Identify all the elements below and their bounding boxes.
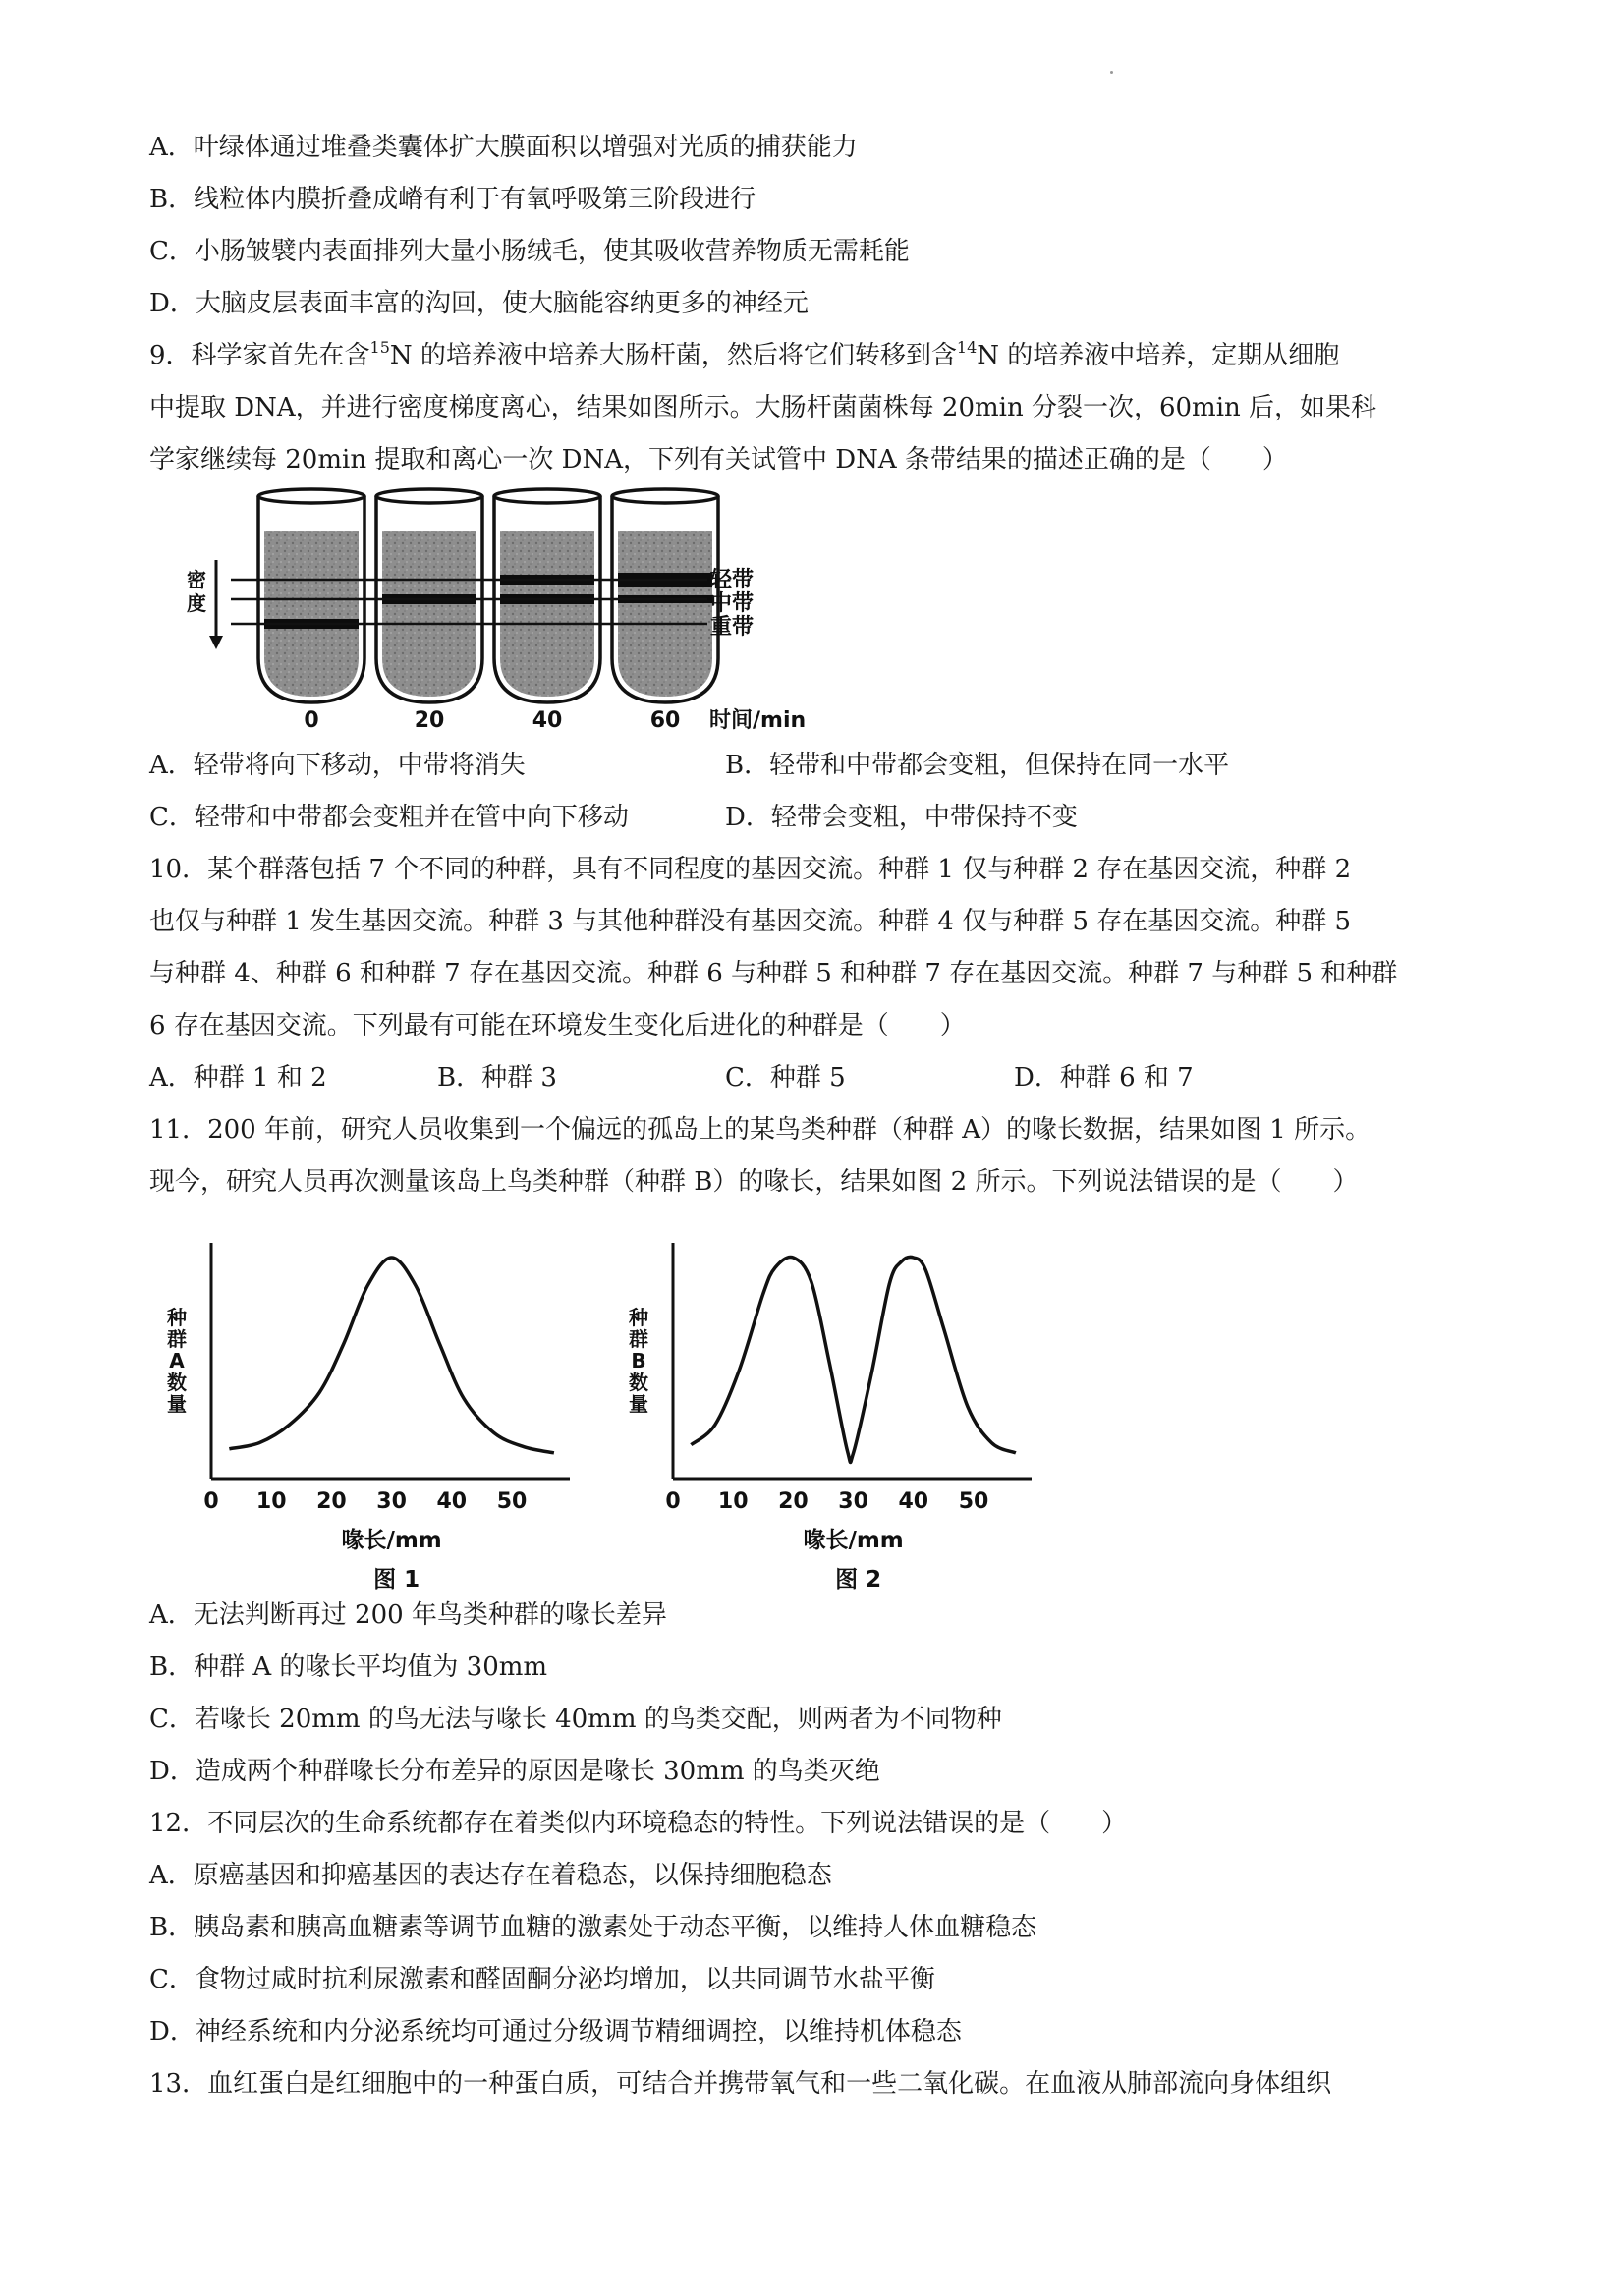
q11-option-a: A．无法判断再过 200 年鸟类种群的喙长差异 bbox=[149, 1600, 667, 1630]
q12-option-d: D．神经系统和内分泌系统均可通过分级调节精细调控，以维持机体稳态 bbox=[149, 2017, 962, 2046]
tube-rim bbox=[376, 489, 482, 503]
tube-rim bbox=[494, 489, 600, 503]
x-tick-label: 10 bbox=[255, 1489, 287, 1514]
tube-3 bbox=[612, 489, 718, 702]
y-axis-label-char: 群 bbox=[629, 1327, 648, 1351]
q10-option-d: D．种群 6 和 7 bbox=[1014, 1063, 1194, 1092]
q8-option-c: C．小肠皱襞内表面排列大量小肠绒毛，使其吸收营养物质无需耗能 bbox=[149, 237, 910, 266]
figure-2-beak-length-chart bbox=[619, 1213, 1071, 1593]
tube-fluid bbox=[382, 531, 476, 697]
x-tick-label: 20 bbox=[778, 1489, 809, 1514]
y-axis-label-char: 量 bbox=[167, 1392, 187, 1416]
q9-option-d: D．轻带会变粗，中带保持不变 bbox=[725, 803, 1078, 832]
q9-stem-line1: 9．科学家首先在含$^{15}$N 的培养液中培养大肠杆菌，然后将它们转移到含$^{14}$N 的培养液中培养，定期从细胞 bbox=[149, 338, 1340, 370]
tube-fluid bbox=[618, 531, 712, 697]
tube-rim bbox=[258, 489, 364, 503]
figure-caption: 图 1 bbox=[373, 1567, 420, 1593]
x-tick-label: 30 bbox=[376, 1489, 407, 1514]
q10-stem-line2: 也仅与种群 1 发生基因交流。种群 3 与其他种群没有基因交流。种群 4 仅与种群 5 存在基因交流。种群 5 bbox=[149, 907, 1352, 936]
x-tick-label: 0 bbox=[665, 1489, 681, 1514]
figure-1-beak-length-chart bbox=[157, 1213, 609, 1593]
time-axis-label: 时间/min bbox=[709, 708, 807, 733]
population-curve bbox=[691, 1257, 1016, 1462]
x-tick-label: 40 bbox=[436, 1489, 468, 1514]
q11-stem-line1: 11．200 年前，研究人员收集到一个偏远的孤岛上的某鸟类种群（种群 A）的喙长数据，结果如图 1 所示。 bbox=[149, 1115, 1371, 1145]
q10-stem-line3: 与种群 4、种群 6 和种群 7 存在基因交流。种群 6 与种群 5 和种群 7 存在基因交流。种群 7 与种群 5 和种群 bbox=[149, 959, 1398, 988]
q10-stem-line4: 6 存在基因交流。下列最有可能在环境发生变化后进化的种群是（ ） bbox=[149, 1011, 966, 1040]
tube-0 bbox=[258, 489, 364, 702]
time-tick-60: 60 bbox=[649, 708, 681, 733]
q11-option-b: B．种群 A 的喙长平均值为 30mm bbox=[149, 1652, 548, 1682]
q9-stem-line3: 学家继续每 20min 提取和离心一次 DNA，下列有关试管中 DNA 条带结果的描述正确的是（ ） bbox=[149, 445, 1288, 475]
q12-stem: 12．不同层次的生命系统都存在着类似内环境稳态的特性。下列说法错误的是（ ） bbox=[149, 1809, 1128, 1838]
x-axis-label: 喙长/mm bbox=[341, 1528, 442, 1553]
y-axis-label-char: 群 bbox=[167, 1327, 187, 1351]
q10-option-a: A．种群 1 和 2 bbox=[149, 1063, 327, 1092]
heavy-band-label: 重带 bbox=[710, 615, 755, 640]
scan-speck bbox=[1110, 71, 1113, 74]
q10-option-c: C．种群 5 bbox=[725, 1063, 846, 1092]
q8-option-d: D．大脑皮层表面丰富的沟回，使大脑能容纳更多的神经元 bbox=[149, 289, 809, 318]
q10-option-b: B．种群 3 bbox=[437, 1063, 557, 1092]
q11-option-d: D．造成两个种群喙长分布差异的原因是喙长 30mm 的鸟类灭绝 bbox=[149, 1757, 880, 1786]
q9-option-a: A．轻带将向下移动，中带将消失 bbox=[149, 751, 526, 780]
x-axis-label: 喙长/mm bbox=[803, 1528, 904, 1553]
figure-caption: 图 2 bbox=[835, 1567, 882, 1593]
tube-fluid bbox=[500, 531, 594, 697]
q9-option-c: C．轻带和中带都会变粗并在管中向下移动 bbox=[149, 803, 629, 832]
tube-rim bbox=[612, 489, 718, 503]
q10-stem-line1: 10．某个群落包括 7 个不同的种群，具有不同程度的基因交流。种群 1 仅与种群 2 存在基因交流，种群 2 bbox=[149, 855, 1352, 884]
light-band-label: 轻带 bbox=[710, 568, 755, 592]
x-tick-label: 30 bbox=[838, 1489, 868, 1514]
population-curve bbox=[229, 1258, 554, 1453]
y-axis-label-char: 种 bbox=[629, 1306, 648, 1329]
centrifuge-tubes-figure bbox=[157, 486, 825, 747]
time-tick-40: 40 bbox=[532, 708, 563, 733]
time-tick-20: 20 bbox=[414, 708, 445, 733]
q11-stem-line2: 现今，研究人员再次测量该岛上鸟类种群（种群 B）的喙长，结果如图 2 所示。下列说法错误的是（ ） bbox=[149, 1167, 1359, 1197]
x-tick-label: 10 bbox=[717, 1489, 749, 1514]
time-tick-0: 0 bbox=[304, 708, 319, 733]
x-tick-label: 50 bbox=[496, 1489, 528, 1514]
middle-band-label: 中带 bbox=[710, 591, 755, 616]
y-axis-label-char: 数 bbox=[629, 1371, 648, 1394]
tube-2 bbox=[494, 489, 600, 702]
x-tick-label: 40 bbox=[898, 1489, 929, 1514]
y-axis-label-char: 数 bbox=[167, 1371, 187, 1394]
density-label-2: 度 bbox=[187, 591, 206, 615]
tube-fluid bbox=[264, 531, 359, 697]
q13-stem: 13．血红蛋白是红细胞中的一种蛋白质，可结合并携带氧气和一些二氧化碳。在血液从肺部流向身体组织 bbox=[149, 2069, 1332, 2099]
y-axis-label-char: A bbox=[169, 1349, 185, 1372]
density-label-1: 密 bbox=[187, 568, 206, 591]
q8-option-a: A．叶绿体通过堆叠类囊体扩大膜面积以增强对光质的捕获能力 bbox=[149, 133, 858, 162]
tube-1 bbox=[376, 489, 482, 702]
q8-option-b: B．线粒体内膜折叠成嵴有利于有氧呼吸第三阶段进行 bbox=[149, 185, 756, 214]
y-axis-label-char: B bbox=[631, 1349, 646, 1372]
y-axis-label-char: 种 bbox=[167, 1306, 187, 1329]
x-tick-label: 0 bbox=[203, 1489, 219, 1514]
q9-stem-line2: 中提取 DNA，并进行密度梯度离心，结果如图所示。大肠杆菌菌株每 20min 分裂一次，60min 后，如果科 bbox=[149, 393, 1377, 422]
y-axis-label-char: 量 bbox=[629, 1392, 648, 1416]
q9-option-b: B．轻带和中带都会变粗，但保持在同一水平 bbox=[725, 751, 1230, 780]
x-tick-label: 20 bbox=[316, 1489, 347, 1514]
q12-option-c: C．食物过咸时抗利尿激素和醛固酮分泌均增加，以共同调节水盐平衡 bbox=[149, 1965, 935, 1994]
q12-option-a: A．原癌基因和抑癌基因的表达存在着稳态，以保持细胞稳态 bbox=[149, 1861, 832, 1890]
q11-option-c: C．若喙长 20mm 的鸟无法与喙长 40mm 的鸟类交配，则两者为不同物种 bbox=[149, 1705, 1002, 1734]
q12-option-b: B．胰岛素和胰高血糖素等调节血糖的激素处于动态平衡，以维持人体血糖稳态 bbox=[149, 1913, 1037, 1942]
density-arrow-head bbox=[209, 636, 223, 649]
x-tick-label: 50 bbox=[958, 1489, 989, 1514]
